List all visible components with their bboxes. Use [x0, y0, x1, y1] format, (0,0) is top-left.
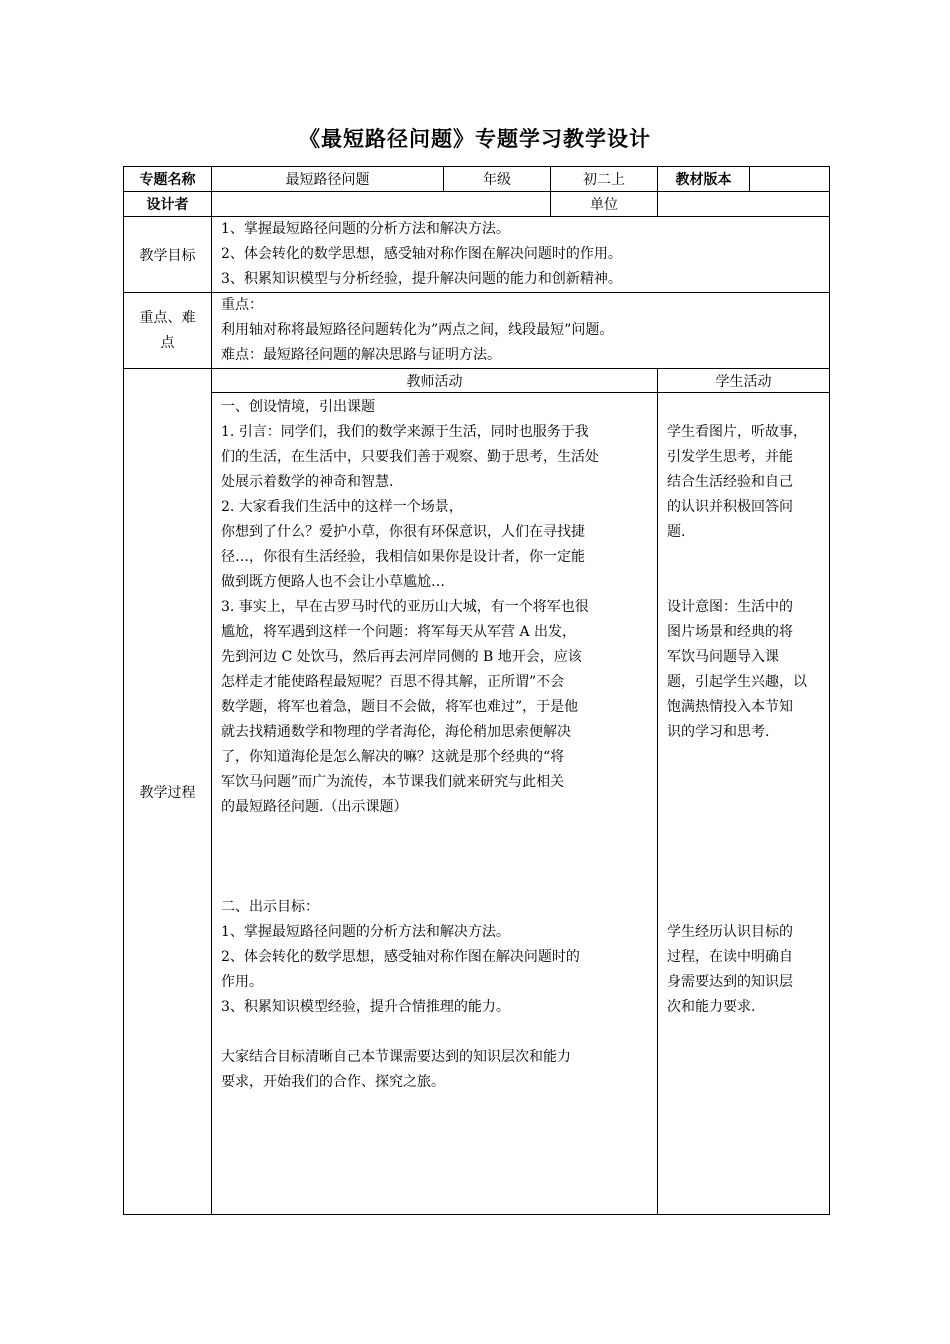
spacer	[221, 870, 649, 895]
key-points-row	[124, 293, 830, 369]
designer-value	[212, 192, 551, 217]
teacher-line: 就去找精通数学和物理的学者海伦，海伦稍加思索便解决	[221, 724, 571, 740]
teacher-line: 二、出示目标：	[221, 899, 319, 915]
teacher-line: 2、体会转化的数学思想，感受轴对称作图在解决问题时的	[221, 949, 580, 965]
spacer	[221, 1020, 649, 1045]
key-points-label-line: 点	[160, 334, 175, 351]
goal-item: 3、积累知识模型与分析经验，提升解决问题的能力和创新精神。	[221, 271, 622, 287]
spacer	[667, 395, 825, 420]
teacher-line: 怎样走才能使路程最短呢？百思不得其解，正所谓”不会	[221, 674, 565, 690]
unit-value	[658, 192, 830, 217]
lesson-plan-table	[123, 166, 830, 1215]
process-header-row	[124, 369, 830, 393]
header-row-designer	[124, 192, 830, 217]
teacher-line: 你想到了什么？爱护小草，你很有环保意识，人们在寻找捷	[221, 524, 585, 540]
key-points-label-line: 重点、难	[139, 309, 196, 326]
topic-label: 专题名称	[124, 167, 212, 192]
spacer	[667, 870, 825, 895]
student-line: 次和能力要求.	[667, 999, 756, 1015]
student-line: 引发学生思考，并能	[667, 449, 793, 465]
student-line: 结合生活经验和自己	[667, 474, 793, 490]
goals-row	[124, 217, 830, 293]
student-line: 题，引起学生兴趣，以	[667, 674, 807, 690]
student-line: 设计意图：生活中的	[667, 599, 793, 615]
spacer	[221, 845, 649, 870]
student-line: 识的学习和思考.	[667, 724, 770, 740]
goals-label: 教学目标	[124, 217, 212, 293]
goal-item: 2、体会转化的数学思想，感受轴对称作图在解决问题时的作用。	[221, 246, 622, 262]
topic-value: 最短路径问题	[212, 167, 444, 192]
spacer	[667, 770, 825, 795]
key-point-line: 利用轴对称将最短路径问题转化为”两点之间，线段最短”问题。	[221, 322, 614, 338]
student-line: 题.	[667, 524, 686, 540]
student-line: 学生看图片，听故事，	[667, 424, 807, 440]
designer-label: 设计者	[124, 192, 212, 217]
student-activity-content	[658, 393, 830, 1215]
spacer	[667, 820, 825, 845]
teacher-activity-header: 教师活动	[212, 369, 658, 393]
student-activity-header: 学生活动	[658, 369, 830, 393]
process-body-row	[124, 393, 830, 1215]
student-line: 过程，在读中明确自	[667, 949, 793, 965]
teacher-line: 3. 事实上，早在古罗马时代的亚历山大城，有一个将军也很	[221, 599, 589, 615]
goal-item: 1、掌握最短路径问题的分析方法和解决方法。	[221, 221, 510, 237]
student-line: 身需要达到的知识层	[667, 974, 793, 990]
student-line: 饱满热情投入本节知	[667, 699, 793, 715]
teacher-line: 的最短路径问题.（出示课题）	[221, 799, 408, 815]
student-line: 的认识并积极回答问	[667, 499, 793, 515]
edition-label: 教材版本	[658, 167, 750, 192]
teacher-line: 大家结合目标清晰自己本节课需要达到的知识层次和能力	[221, 1049, 571, 1065]
spacer	[667, 545, 825, 570]
teacher-line: 先到河边 C 处饮马，然后再去河岸同侧的 B 地开会，应该	[221, 649, 582, 665]
student-line: 图片场景和经典的将	[667, 624, 793, 640]
spacer	[221, 820, 649, 845]
spacer	[667, 570, 825, 595]
goals-content	[212, 217, 830, 293]
teacher-line: 1. 引言：同学们，我们的数学来源于生活，同时也服务于我	[221, 424, 589, 440]
spacer	[667, 895, 825, 920]
unit-label: 单位	[551, 192, 658, 217]
teacher-line: 径…，你很有生活经验，我相信如果你是设计者，你一定能	[221, 549, 585, 565]
teacher-line: 1、掌握最短路径问题的分析方法和解决方法。	[221, 924, 510, 940]
teacher-line: 了，你知道海伦是怎么解决的嘛？这就是那个经典的“将	[221, 749, 565, 765]
grade-label: 年级	[444, 167, 551, 192]
teacher-line: 们的生活，在生活中，只要我们善于观察、勤于思考，生活处	[221, 449, 599, 465]
teacher-line: 数学题，将军也着急，题目不会做，将军也难过”，于是他	[221, 699, 579, 715]
key-points-label	[124, 293, 212, 369]
spacer	[667, 745, 825, 770]
spacer	[667, 845, 825, 870]
student-line: 军饮马问题导入课	[667, 649, 779, 665]
teacher-line: 3、积累知识模型经验，提升合情推理的能力。	[221, 999, 510, 1015]
spacer	[667, 795, 825, 820]
teacher-line: 做到既方便路人也不会让小草尴尬…	[221, 574, 445, 590]
key-points-content	[212, 293, 830, 369]
teacher-line: 2. 大家看我们生活中的这样一个场景，	[221, 499, 463, 515]
key-point-line: 重点：	[221, 297, 263, 313]
key-point-line: 难点：最短路径问题的解决思路与证明方法。	[221, 347, 501, 363]
process-label: 教学过程	[124, 369, 212, 1215]
teacher-line: 要求，开始我们的合作、探究之旅。	[221, 1074, 445, 1090]
teacher-line: 作用。	[221, 974, 263, 990]
grade-value: 初二上	[551, 167, 658, 192]
teacher-line: 军饮马问题”而广为流传，本节课我们就来研究与此相关	[221, 774, 565, 790]
student-line: 学生经历认识目标的	[667, 924, 793, 940]
document-title: 《最短路径问题》专题学习教学设计	[299, 126, 651, 151]
header-row-topic	[124, 167, 830, 192]
teacher-line: 尴尬，将军遇到这样一个问题：将军每天从军营 A 出发，	[221, 624, 577, 640]
teacher-line: 处展示着数学的神奇和智慧.	[221, 474, 394, 490]
edition-value	[750, 167, 830, 192]
teacher-line: 一、创设情境，引出课题	[221, 399, 375, 415]
teacher-activity-content	[212, 393, 658, 1215]
